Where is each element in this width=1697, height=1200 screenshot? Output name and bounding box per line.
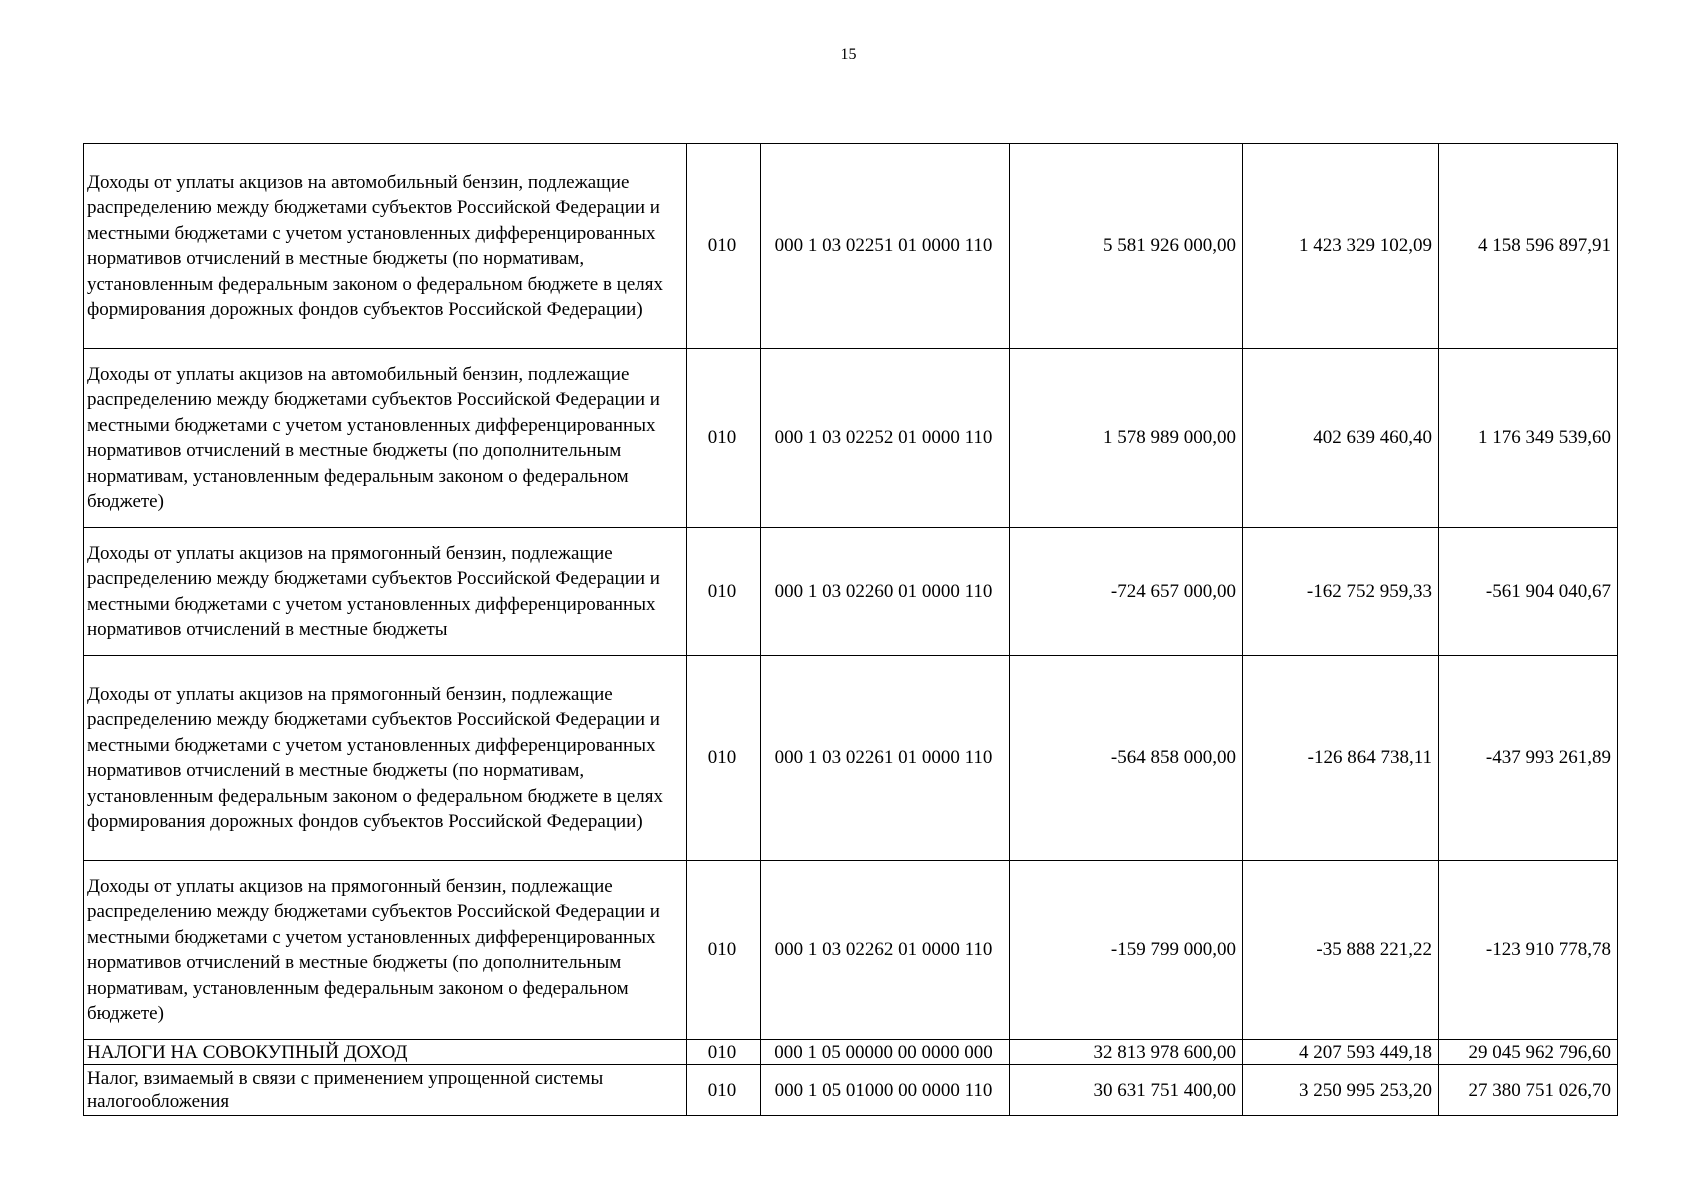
income-name: Доходы от уплаты акцизов на автомобильный бензин, подлежащие распределению между бюджетами субъектов Российской Федерации и местными бюджетами с учетом установленных дифференцированных нормативов отчислений в местные бюджеты (по дополнительным нормативам, установленным федеральным законом о федеральном бюджете) (84, 349, 687, 528)
table-row (84, 861, 1618, 1040)
unexecuted-amount: -123 910 778,78 (1439, 861, 1618, 1040)
budget-classification-code: 000 1 05 01000 00 0000 110 (761, 1065, 1010, 1116)
executed-amount: 402 639 460,40 (1243, 349, 1439, 528)
income-name: НАЛОГИ НА СОВОКУПНЫЙ ДОХОД (84, 1040, 687, 1065)
budget-classification-code: 000 1 03 02261 01 0000 110 (761, 656, 1010, 861)
approved-amount: -564 858 000,00 (1010, 656, 1243, 861)
budget-classification-code: 000 1 03 02251 01 0000 110 (761, 144, 1010, 349)
line-code: 010 (687, 349, 761, 528)
executed-amount: -162 752 959,33 (1243, 528, 1439, 656)
income-name: Доходы от уплаты акцизов на автомобильный бензин, подлежащие распределению между бюджетами субъектов Российской Федерации и местными бюджетами с учетом установленных дифференцированных нормативов отчислений в местные бюджеты (по нормативам, установленным федеральным законом о федеральном бюджете в целях формирования дорожных фондов субъектов Российской Федерации) (84, 144, 687, 349)
executed-amount: -35 888 221,22 (1243, 861, 1439, 1040)
table-row (84, 1065, 1618, 1116)
approved-amount: 32 813 978 600,00 (1010, 1040, 1243, 1065)
table-row (84, 656, 1618, 861)
unexecuted-amount: 29 045 962 796,60 (1439, 1040, 1618, 1065)
income-name: Доходы от уплаты акцизов на прямогонный бензин, подлежащие распределению между бюджетами субъектов Российской Федерации и местными бюджетами с учетом установленных дифференцированных нормативов отчислений в местные бюджеты (по дополнительным нормативам, установленным федеральным законом о федеральном бюджете) (84, 861, 687, 1040)
executed-amount: 1 423 329 102,09 (1243, 144, 1439, 349)
approved-amount: 5 581 926 000,00 (1010, 144, 1243, 349)
table-row (84, 528, 1618, 656)
income-name: Доходы от уплаты акцизов на прямогонный бензин, подлежащие распределению между бюджетами субъектов Российской Федерации и местными бюджетами с учетом установленных дифференцированных нормативов отчислений в местные бюджеты (по нормативам, установленным федеральным законом о федеральном бюджете в целях формирования дорожных фондов субъектов Российской Федерации) (84, 656, 687, 861)
unexecuted-amount: -561 904 040,67 (1439, 528, 1618, 656)
table-row (84, 1040, 1618, 1065)
unexecuted-amount: 27 380 751 026,70 (1439, 1065, 1618, 1116)
income-table (83, 143, 1618, 1116)
page-number: 15 (840, 46, 857, 63)
line-code: 010 (687, 656, 761, 861)
executed-amount: 3 250 995 253,20 (1243, 1065, 1439, 1116)
unexecuted-amount: -437 993 261,89 (1439, 656, 1618, 861)
unexecuted-amount: 1 176 349 539,60 (1439, 349, 1618, 528)
approved-amount: -159 799 000,00 (1010, 861, 1243, 1040)
approved-amount: -724 657 000,00 (1010, 528, 1243, 656)
executed-amount: -126 864 738,11 (1243, 656, 1439, 861)
table-row (84, 144, 1618, 349)
line-code: 010 (687, 528, 761, 656)
approved-amount: 30 631 751 400,00 (1010, 1065, 1243, 1116)
budget-classification-code: 000 1 03 02262 01 0000 110 (761, 861, 1010, 1040)
budget-classification-code: 000 1 05 00000 00 0000 000 (761, 1040, 1010, 1065)
budget-classification-code: 000 1 03 02252 01 0000 110 (761, 349, 1010, 528)
approved-amount: 1 578 989 000,00 (1010, 349, 1243, 528)
income-name: Доходы от уплаты акцизов на прямогонный бензин, подлежащие распределению между бюджетами субъектов Российской Федерации и местными бюджетами с учетом установленных дифференцированных нормативов отчислений в местные бюджеты (84, 528, 687, 656)
income-name: Налог, взимаемый в связи с применением упрощенной системы налогообложения (84, 1065, 687, 1116)
unexecuted-amount: 4 158 596 897,91 (1439, 144, 1618, 349)
executed-amount: 4 207 593 449,18 (1243, 1040, 1439, 1065)
line-code: 010 (687, 144, 761, 349)
line-code: 010 (687, 1065, 761, 1116)
table-row (84, 349, 1618, 528)
line-code: 010 (687, 1040, 761, 1065)
line-code: 010 (687, 861, 761, 1040)
budget-classification-code: 000 1 03 02260 01 0000 110 (761, 528, 1010, 656)
